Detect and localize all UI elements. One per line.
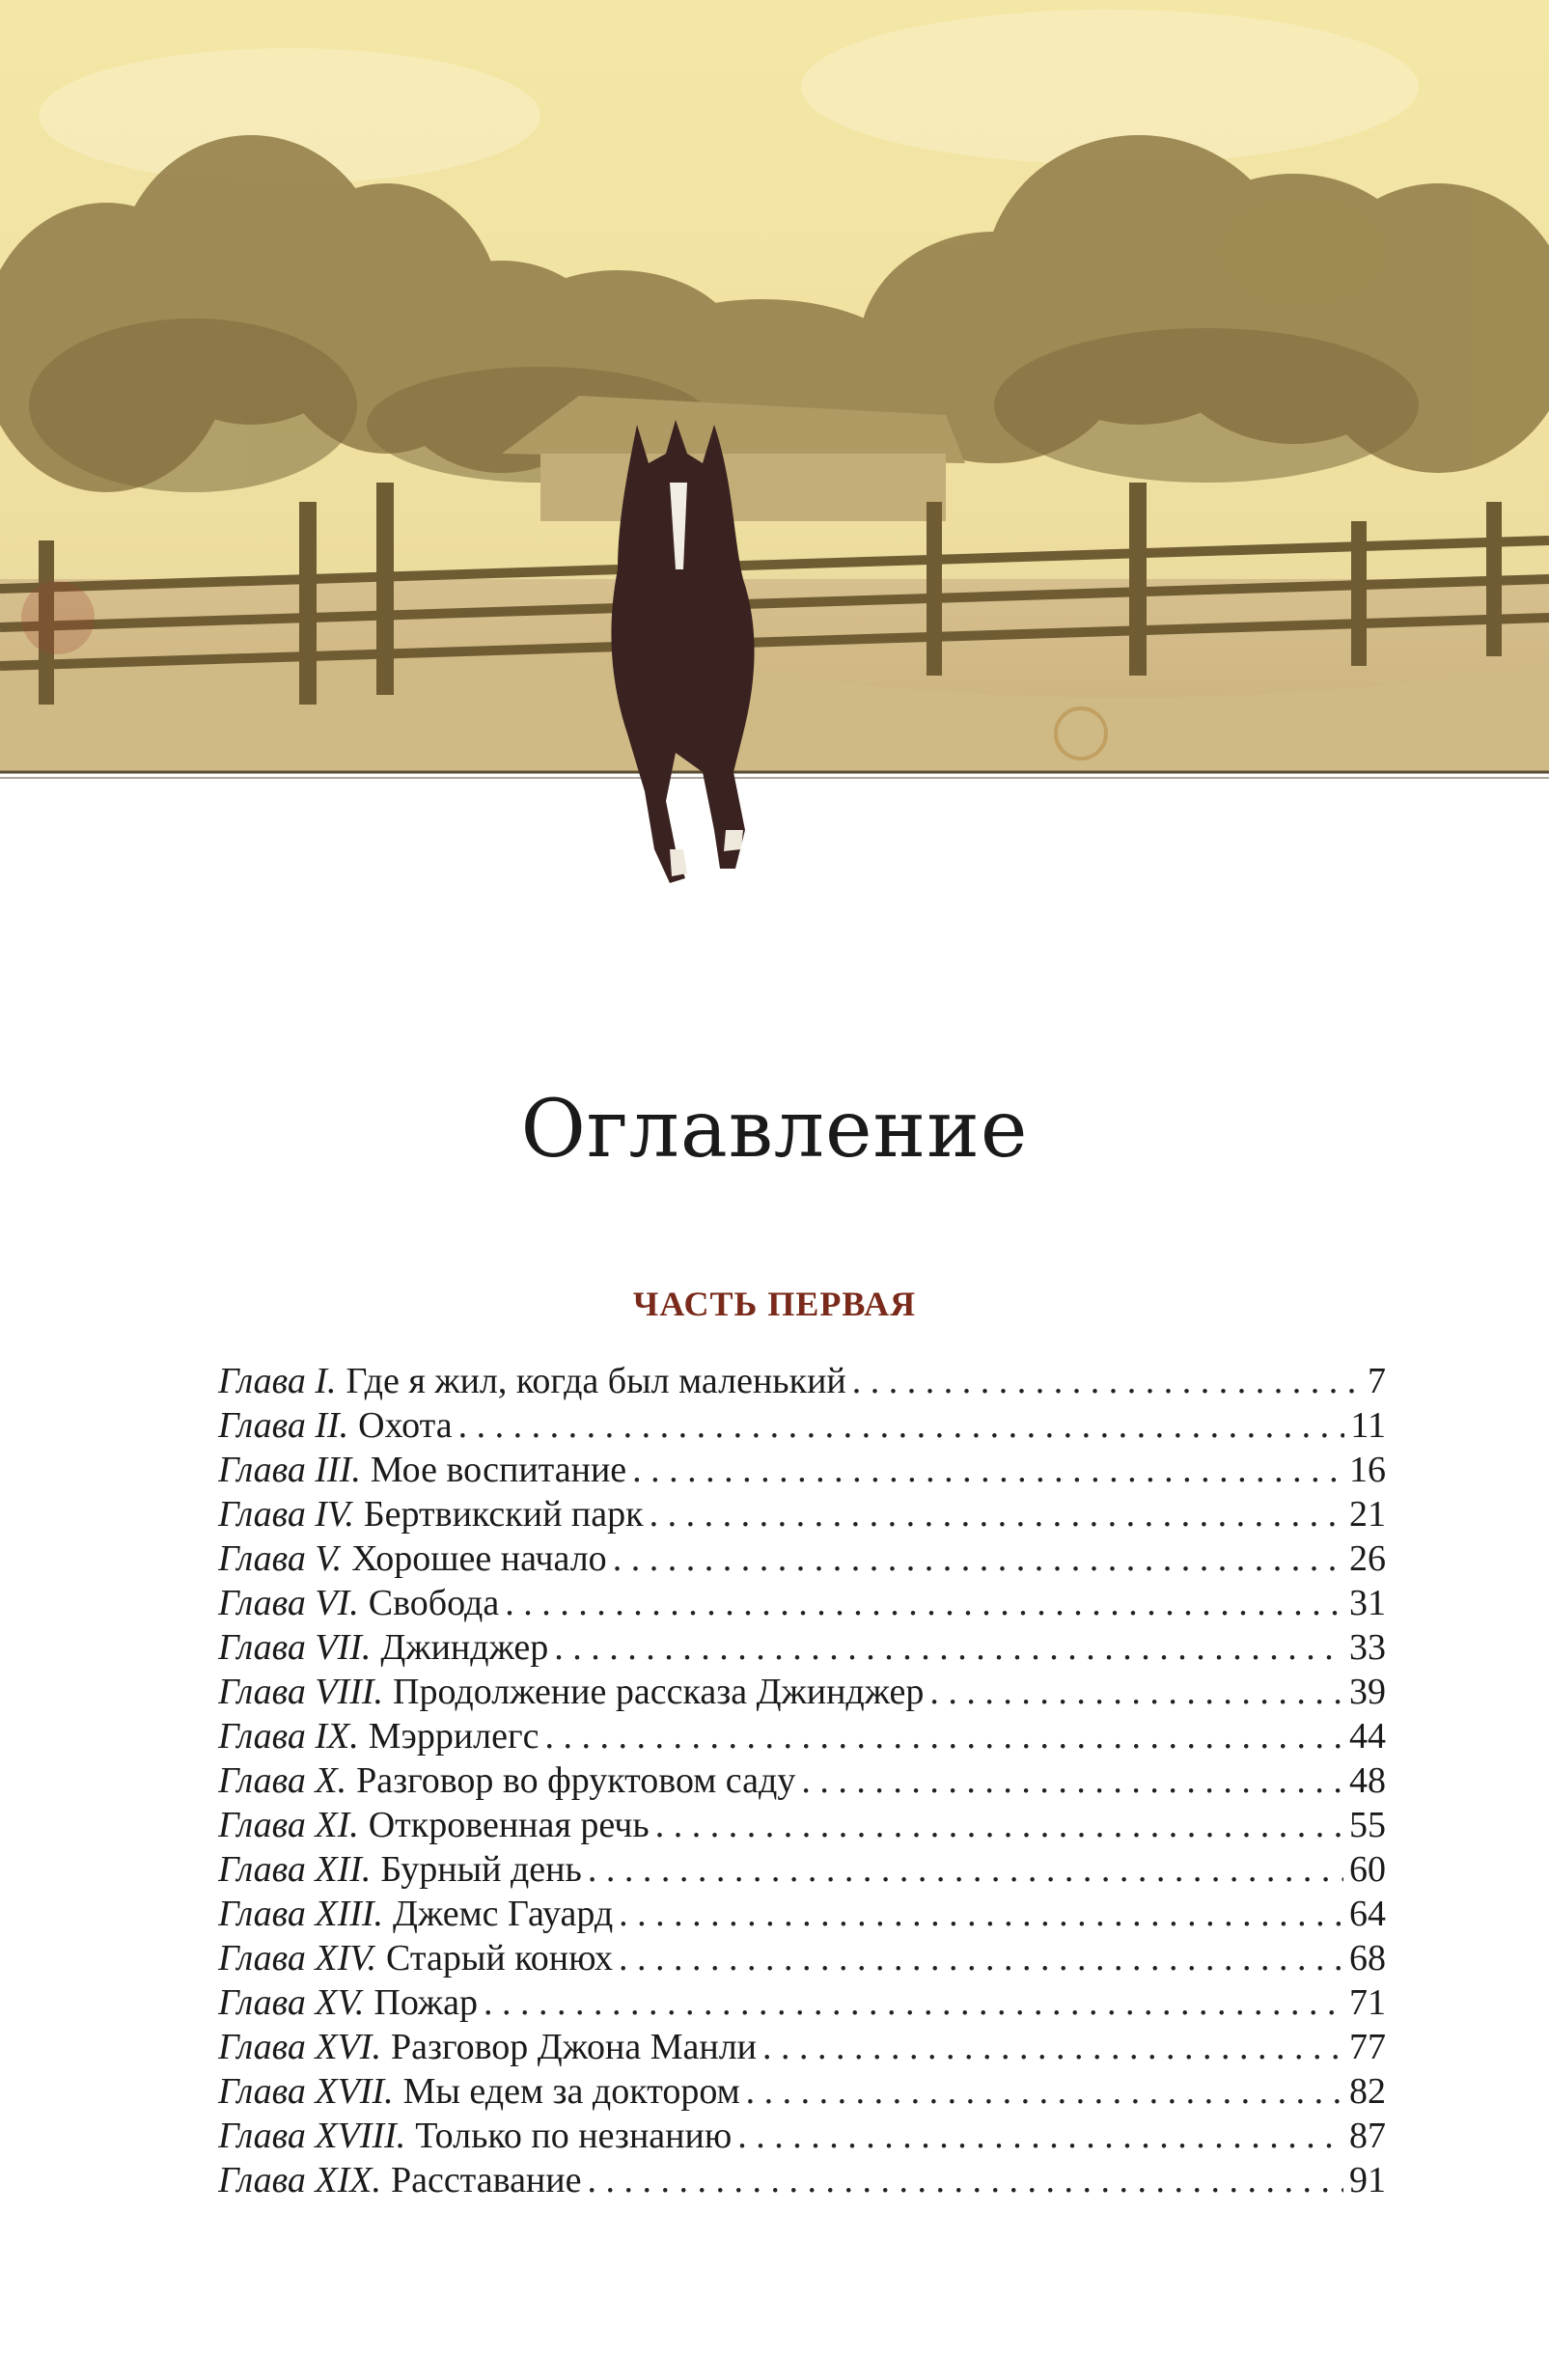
toc-page-number: 7 [1368,1361,1386,1401]
toc-chapter-number: Глава XV. [218,1982,365,2023]
toc-entry[interactable] [218,1448,1386,1492]
toc-entry[interactable] [218,1581,1386,1625]
toc-entry[interactable] [218,1892,1386,1936]
header-illustration [0,0,1549,888]
toc-dot-leader [746,2069,1343,2114]
toc-page-number: 77 [1349,2027,1386,2067]
toc-page-number: 68 [1349,1938,1386,1979]
toc-chapter-number: Глава XVII. [218,2071,394,2112]
toc-dot-leader [762,2025,1343,2069]
toc-chapter-number: Глава XI. [218,1805,359,1845]
toc-page-number: 60 [1349,1849,1386,1890]
toc-chapter-title: Продолжение рассказа Джинджер [393,1672,925,1712]
toc-dot-leader [458,1403,1345,1448]
toc-chapter-title: Где я жил, когда был маленький [346,1361,846,1401]
toc-chapter-title: Мое воспитание [370,1450,627,1490]
part-heading: ЧАСТЬ ПЕРВАЯ [632,1285,917,1323]
toc-chapter-number: Глава IV. [218,1494,354,1535]
toc-page-number: 87 [1349,2116,1386,2156]
toc-dot-leader [619,1936,1343,1980]
toc-chapter-title: Бурный день [380,1849,582,1890]
toc-chapter-number: Глава XIII. [218,1894,384,1934]
toc-page-number: 33 [1349,1627,1386,1668]
toc-chapter-number: Глава X. [218,1760,347,1801]
toc-chapter-title: Джинджер [380,1627,549,1668]
horse-landscape-illustration [0,0,1549,888]
toc-entry[interactable] [218,1625,1386,1670]
toc-dot-leader [852,1359,1362,1403]
toc-dot-leader [801,1758,1343,1803]
toc-chapter-title: Хорошее начало [351,1538,607,1579]
toc-dot-leader [554,1625,1343,1670]
toc-chapter-number: Глава V. [218,1538,343,1579]
toc-chapter-number: Глава VIII. [218,1672,384,1712]
toc-entry[interactable] [218,1980,1386,2025]
toc-page-number: 55 [1349,1805,1386,1845]
toc-entry[interactable] [218,2114,1386,2158]
toc-chapter-title: Мы едем за доктором [402,2071,740,2112]
toc-chapter-number: Глава XIV. [218,1938,377,1979]
toc-page-number: 31 [1349,1583,1386,1623]
toc-entry[interactable] [218,1492,1386,1536]
toc-dot-leader [484,1980,1343,2025]
table-of-contents [218,1359,1386,2202]
toc-entry[interactable] [218,1714,1386,1758]
toc-entry[interactable] [218,2158,1386,2202]
toc-entry[interactable] [218,1847,1386,1892]
toc-entry[interactable] [218,1936,1386,1980]
toc-dot-leader [632,1448,1343,1492]
toc-dot-leader [650,1492,1343,1536]
toc-entry[interactable] [218,1536,1386,1581]
toc-page-number: 21 [1349,1494,1386,1535]
toc-dot-leader [929,1670,1343,1714]
toc-chapter-number: Глава XII. [218,1849,372,1890]
toc-dot-leader [505,1581,1343,1625]
toc-chapter-title: Пожар [373,1982,479,2023]
toc-chapter-title: Расставание [390,2160,582,2200]
toc-chapter-title: Мэррилегс [368,1716,539,1757]
toc-page-number: 39 [1349,1672,1386,1712]
toc-dot-leader [737,2114,1343,2158]
toc-page-number: 71 [1349,1982,1386,2023]
toc-entry[interactable] [218,2069,1386,2114]
toc-entry[interactable] [218,1403,1386,1448]
toc-chapter-number: Глава IX. [218,1716,359,1757]
toc-chapter-number: Глава VI. [218,1583,359,1623]
toc-chapter-title: Джемс Гауард [393,1894,614,1934]
toc-entry[interactable] [218,2025,1386,2069]
toc-dot-leader [655,1803,1343,1847]
toc-chapter-title: Старый конюх [386,1938,613,1979]
toc-entry[interactable] [218,1758,1386,1803]
toc-page-number: 82 [1349,2071,1386,2112]
toc-chapter-number: Глава II. [218,1405,349,1446]
toc-page-number: 48 [1349,1760,1386,1801]
toc-chapter-title: Откровенная речь [368,1805,650,1845]
toc-dot-leader [588,1847,1343,1892]
toc-entry[interactable] [218,1670,1386,1714]
toc-page-number: 44 [1349,1716,1386,1757]
toc-chapter-number: Глава VII. [218,1627,372,1668]
toc-dot-leader [544,1714,1343,1758]
toc-page-number: 91 [1349,2160,1386,2200]
toc-chapter-title: Бертвикский парк [363,1494,644,1535]
toc-page-number: 26 [1349,1538,1386,1579]
toc-chapter-title: Свобода [368,1583,500,1623]
toc-entry[interactable] [218,1803,1386,1847]
toc-chapter-number: Глава XVI. [218,2027,381,2067]
toc-chapter-number: Глава III. [218,1450,361,1490]
toc-chapter-number: Глава XIX. [218,2160,381,2200]
toc-chapter-number: Глава XVIII. [218,2116,406,2156]
toc-chapter-title: Разговор во фруктовом саду [356,1760,796,1801]
toc-chapter-title: Охота [358,1405,453,1446]
toc-dot-leader [587,2158,1343,2202]
page-title: Оглавление [520,1083,1029,1176]
toc-entry[interactable] [218,1359,1386,1403]
toc-dot-leader [613,1536,1343,1581]
toc-chapter-title: Только по незнанию [415,2116,733,2156]
toc-page-number: 11 [1350,1405,1386,1446]
toc-page-number: 64 [1349,1894,1386,1934]
toc-chapter-number: Глава I. [218,1361,337,1401]
toc-page-number: 16 [1349,1450,1386,1490]
toc-chapter-title: Разговор Джона Манли [390,2027,758,2067]
toc-dot-leader [619,1892,1343,1936]
